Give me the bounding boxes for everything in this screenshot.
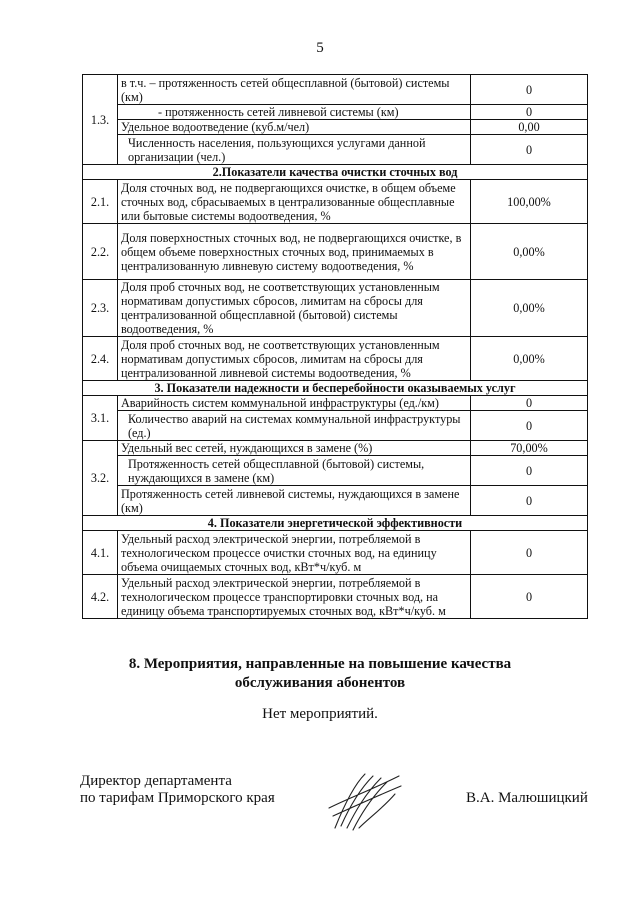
indicators-table (82, 74, 588, 619)
row-text: Удельное водоотведение (куб.м/чел) (118, 120, 471, 135)
table-row (83, 120, 588, 135)
row-number: 2.2. (83, 224, 118, 280)
row-text: Удельный вес сетей, нуждающихся в замене (%) (118, 441, 471, 456)
page-number: 5 (316, 40, 324, 56)
row-text: Протяженность сетей общесплавной (бытовой) системы, нуждающихся в замене (км) (118, 456, 471, 486)
row-number: 3.1. (83, 396, 118, 441)
row-text: Количество аварий на системах коммунальной инфраструктуры (ед.) (118, 411, 471, 441)
row-text: Удельный расход электрической энергии, потребляемой в технологическом процессе транспортировки сточных вод, на единицу объема транспортируемых сточных вод, кВт*ч/куб. м (118, 575, 471, 619)
row-text: Доля поверхностных сточных вод, не подвергающихся очистке, в общем объеме поверхностных сточных вод, принимаемых в централизованную ливневую систему водоотведения, % (118, 224, 471, 280)
row-value: 0,00% (471, 224, 588, 280)
row-value: 0 (471, 411, 588, 441)
table-row (83, 575, 588, 619)
handwritten-signature (325, 768, 405, 834)
section-title: 4. Показатели энергетической эффективности (83, 516, 588, 531)
row-text: Доля проб сточных вод, не соответствующих установленным нормативам допустимых сбросов, лимитам на сбросы для централизованной ливневой системы водоотведения, % (118, 337, 471, 381)
row-text: Удельный расход электрической энергии, потребляемой в технологическом процессе очистки сточных вод, на единицу объема очищаемых сточных вод, кВт*ч/куб. м (118, 531, 471, 575)
signatory-name: В.А. Малюшицкий (466, 790, 588, 806)
row-text: Доля сточных вод, не подвергающихся очистке, в общем объеме сточных вод, сбрасываемых в централизованные общесплавные или бытовые системы водоотведения, % (118, 180, 471, 224)
table-row (83, 337, 588, 381)
position-line2: по тарифам Приморского края (80, 790, 275, 806)
section-8-title-line2: обслуживания абонентов (234, 675, 406, 691)
row-text: Протяженность сетей ливневой системы, нуждающихся в замене (км) (118, 486, 471, 516)
section-header-row (83, 516, 588, 531)
row-value: 0 (471, 135, 588, 165)
row-number: 3.2. (83, 441, 118, 516)
row-number: 2.1. (83, 180, 118, 224)
row-value: 0 (471, 396, 588, 411)
table-row (83, 180, 588, 224)
table-row (83, 280, 588, 337)
row-text: Доля проб сточных вод, не соответствующих установленным нормативам допустимых сбросов, лимитам на сбросы для централизованной общесплавной (бытовой) системы водоотведения, % (118, 280, 471, 337)
section-8-body: Нет мероприятий. (262, 706, 378, 722)
row-text: Аварийность систем коммунальной инфраструктуры (ед./км) (118, 396, 471, 411)
row-value: 0 (471, 486, 588, 516)
section-8-title-line1: 8. Мероприятия, направленные на повышение качества (128, 656, 512, 672)
row-value: 70,00% (471, 441, 588, 456)
row-text: - протяженность сетей ливневой системы (км) (118, 105, 471, 120)
row-text: в т.ч. – протяженность сетей общесплавной (бытовой) системы (км) (118, 75, 471, 105)
table-row (83, 396, 588, 411)
section-title: 2.Показатели качества очистки сточных вод (83, 165, 588, 180)
row-value: 0 (471, 575, 588, 619)
section-8-heading (0, 655, 640, 693)
table-row (83, 456, 588, 486)
row-number: 4.1. (83, 531, 118, 575)
table-row (83, 224, 588, 280)
row-value: 0,00% (471, 337, 588, 381)
table-row (83, 135, 588, 165)
row-value: 0,00 (471, 120, 588, 135)
section-header-row (83, 165, 588, 180)
row-value: 0,00% (471, 280, 588, 337)
table-row (83, 486, 588, 516)
signatory-position (80, 773, 275, 807)
table-row (83, 531, 588, 575)
row-number: 1.3. (83, 75, 118, 165)
row-text: Численность населения, пользующихся услугами данной организации (чел.) (118, 135, 471, 165)
row-value: 0 (471, 75, 588, 105)
row-value: 0 (471, 456, 588, 486)
row-number: 2.3. (83, 280, 118, 337)
row-value: 0 (471, 531, 588, 575)
table-row (83, 441, 588, 456)
table-row (83, 75, 588, 105)
section-header-row (83, 381, 588, 396)
table-row (83, 105, 588, 120)
section-title: 3. Показатели надежности и бесперебойности оказываемых услуг (83, 381, 588, 396)
table-row (83, 411, 588, 441)
row-number: 4.2. (83, 575, 118, 619)
row-value: 0 (471, 105, 588, 120)
row-number: 2.4. (83, 337, 118, 381)
position-line1: Директор департамента (80, 773, 232, 789)
row-value: 100,00% (471, 180, 588, 224)
